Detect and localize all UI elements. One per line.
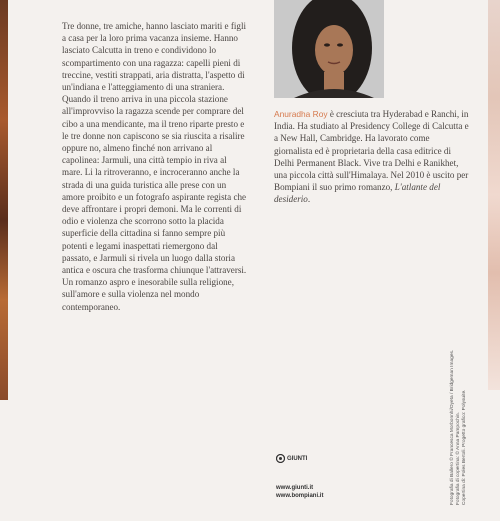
cover-art-strip-left xyxy=(0,0,8,400)
cover-art-strip-right xyxy=(488,0,500,390)
blurb-text: Tre donne, tre amiche, hanno lasciato mariti e figli a casa per la loro prima vacanza insieme. Hanno lasciato Calcutta in treno e condividono lo scompartimento con una ragazza: capelli pieni di treccine, vestiti strappati, aria distratta, l'aspetto di un'indiana e l'atteggiamento di una straniera. Quando il treno arriva in una piccola stazione all'improvviso la ragazza scende per comprare del cibo a una mendicante, ma il treno riparte presto e le tre donne non capiscono se sia riuscita a risalire oppure no, almeno finché non arrivano al capolinea: Jarmuli, una città tempio in riva al mare. Li la ritroveranno, e incroceranno anche la strada di una guida turistica alle prese con un amore proibito e un fotografo aspirante regista che deve affrontare i propri demoni. Ma le correnti di odio e violenza che scorrono sotto la placida superficie della cittadina si fanno sempre più potenti e legami inaspettati riemergono dal passato, e Jarmuli si rivela un luogo dalla storia antica e oscura che trasforma chiunque l'attraversi. Un romanzo aspro e inesorabile sulla religione, sull'amore e sulla violenza nel mondo contemporaneo. xyxy=(62,21,247,312)
publisher-urls xyxy=(276,484,323,500)
photo-credits xyxy=(450,345,468,505)
author-photo xyxy=(274,0,384,98)
book-blurb xyxy=(62,20,248,313)
author-bio-text: è cresciuta tra Hyderabad e Ranchi, in India. Ha studiato al Presidency College di Calcutta e a New Hall, Cambridge. Ha lavorato come giornalista ed è proprietaria della casa editrice di Delhi Permanent Black. Vive tra Delhi e Ranikhet, una piccola città sull'Himalaya. Nel 2010 è uscito per Bompiani il suo primo romanzo, xyxy=(274,109,469,193)
credit-line: Fotografia di copertina: © Anna Pampochin. xyxy=(456,412,461,505)
giunti-logo-icon xyxy=(276,454,285,463)
credit-line: Copertina di: Poles Bertoli. Progetto grafico: Polysuite. xyxy=(462,389,467,505)
previous-book-title: L'atlante del desiderio xyxy=(274,182,441,205)
publisher-url-link[interactable]: www.giunti.it xyxy=(276,485,314,491)
publisher-name: GIUNTI xyxy=(287,455,308,462)
author-name: Anuradha Roy xyxy=(274,109,328,119)
author-bio-end: . xyxy=(307,194,311,205)
publisher-logo xyxy=(276,454,307,463)
credit-line: Fotografia di Ballero © Francesca Morbonnhi/Oyeta / Bridgeman Images. xyxy=(450,349,455,505)
author-bio xyxy=(274,108,470,206)
publisher-url-link[interactable]: www.bompiani.it xyxy=(276,493,324,499)
author-portrait-image xyxy=(274,0,384,98)
